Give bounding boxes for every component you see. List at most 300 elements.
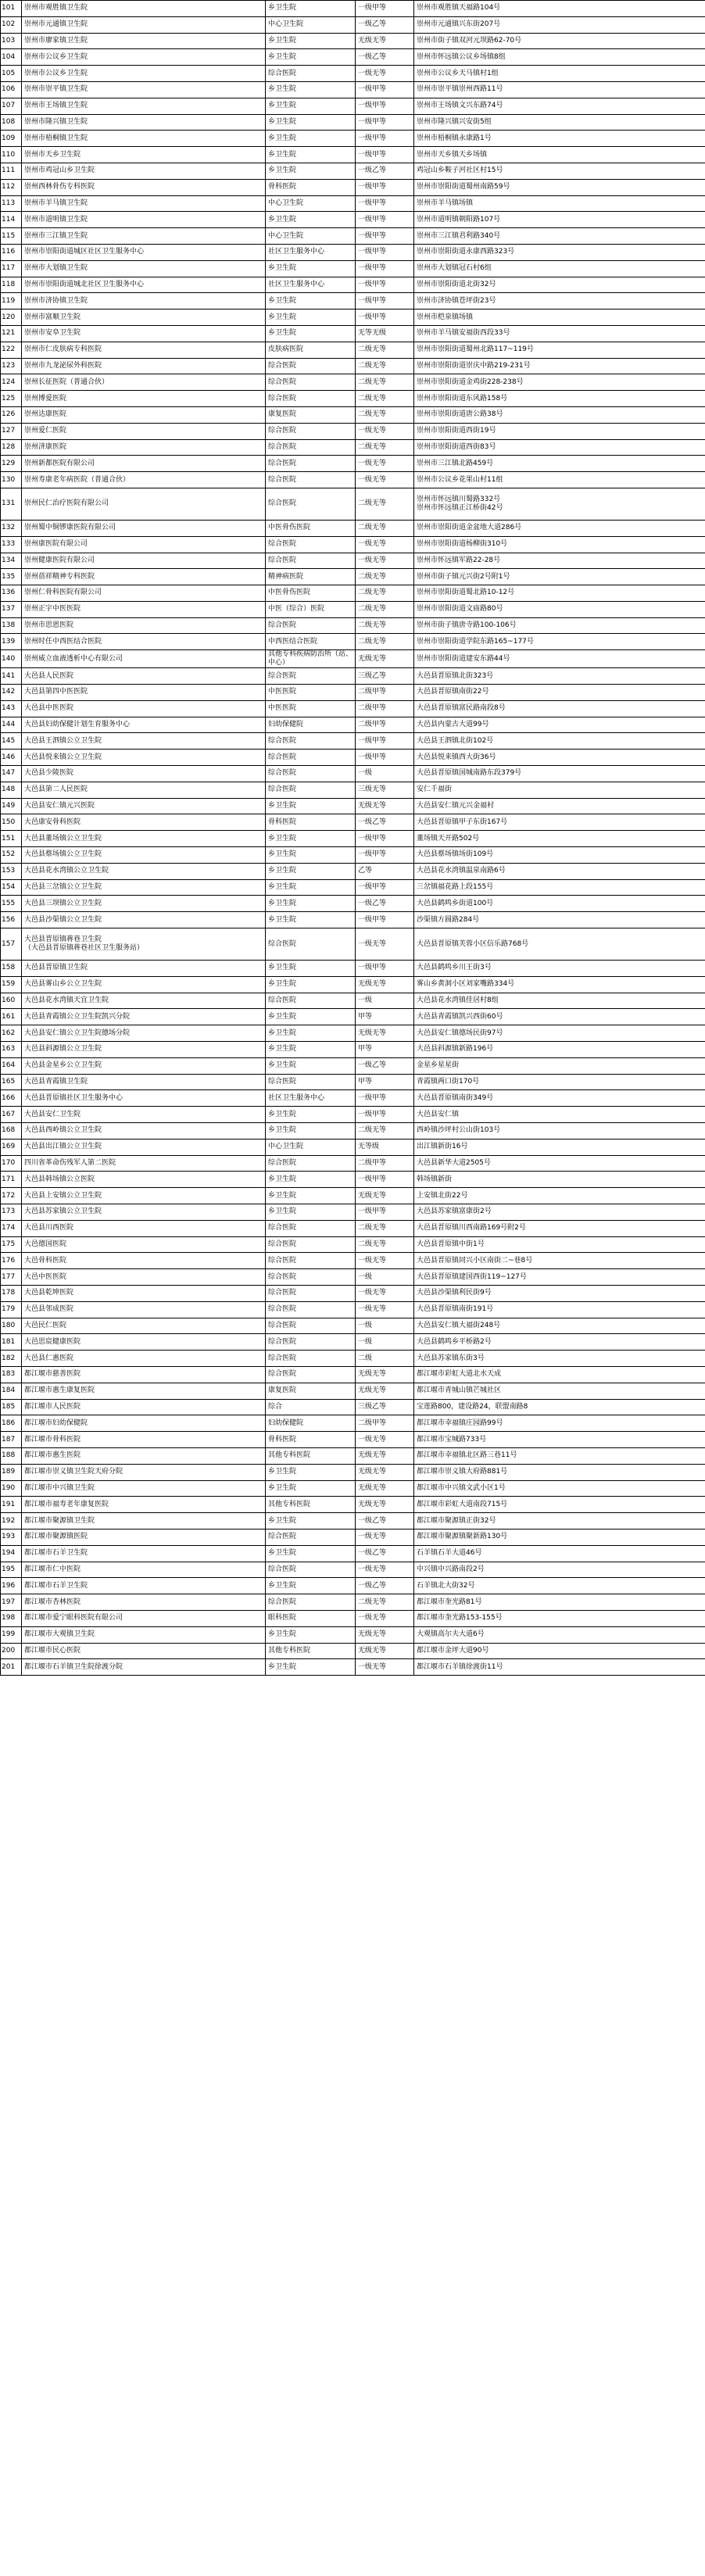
row-number-cell: 125 bbox=[1, 391, 22, 407]
hospital-type-cell: 综合医院 bbox=[266, 766, 356, 782]
hospital-address-cell: 崇州市崇阳街道东风路158号 bbox=[414, 391, 705, 407]
hospital-address-cell: 崇州市隆兴镇兴安街5组 bbox=[414, 114, 705, 131]
hospital-address-cell: 大邑县晋原镇建国西街119~127号 bbox=[414, 1269, 705, 1286]
hospital-type-cell: 乡卫生院 bbox=[266, 1172, 356, 1188]
hospital-address-cell: 大邑县安仁镇 bbox=[414, 1107, 705, 1123]
row-number-cell: 166 bbox=[1, 1090, 22, 1107]
hospital-name-cell: 大邑骨科医院 bbox=[22, 1253, 266, 1269]
hospital-grade-cell: 二级无等 bbox=[356, 1236, 414, 1253]
hospital-type-cell: 乡卫生院 bbox=[266, 1464, 356, 1480]
hospital-name-cell: 大邑康安骨科医院 bbox=[22, 814, 266, 831]
hospital-type-cell: 乡卫生院 bbox=[266, 293, 356, 309]
hospital-type-cell: 综合医院 bbox=[266, 456, 356, 472]
hospital-name-cell: 大邑县花水湾镇天宜卫生院 bbox=[22, 993, 266, 1009]
hospital-address-cell: 都江堰市彩虹大道北水天成 bbox=[414, 1366, 705, 1383]
hospital-grade-cell: 二级无等 bbox=[356, 601, 414, 617]
hospital-address-cell: 崇州市大划镇冠石村6组 bbox=[414, 260, 705, 277]
hospital-address-cell-line: 崇州市怀远镇川蜀路332号 bbox=[417, 495, 501, 503]
table-row bbox=[1, 879, 705, 896]
hospital-name-cell-line: （大邑县晋原镇蒋巷社区卫生服务站） bbox=[24, 944, 145, 953]
hospital-type-cell: 综合医院 bbox=[266, 472, 356, 488]
hospital-type-cell: 综合医院 bbox=[266, 1351, 356, 1367]
table-row bbox=[1, 617, 705, 634]
table-row bbox=[1, 1366, 705, 1383]
hospital-address-cell: 崇州市崇阳街道学院东路165~177号 bbox=[414, 634, 705, 650]
hospital-type-cell: 乡卫生院 bbox=[266, 831, 356, 847]
hospital-type-cell: 康复医院 bbox=[266, 406, 356, 423]
hospital-name-cell: 都江堰市崇义镇卫生院天府分院 bbox=[22, 1464, 266, 1480]
hospital-name-cell: 都江堰市福寿老年康复医院 bbox=[22, 1497, 266, 1513]
hospital-address-cell: 大邑县安仁镇大福街248号 bbox=[414, 1318, 705, 1334]
hospital-type-cell: 骨科医院 bbox=[266, 179, 356, 195]
hospital-grade-cell: 二级甲等 bbox=[356, 1155, 414, 1172]
hospital-name-cell: 崇州市鸡冠山乡卫生院 bbox=[22, 163, 266, 179]
row-number-cell: 157 bbox=[1, 928, 22, 961]
hospital-name-cell: 大邑县王泗镇公立卫生院 bbox=[22, 733, 266, 750]
table-row bbox=[1, 1399, 705, 1415]
hospital-address-cell: 大邑县晋原镇甲子东街167号 bbox=[414, 814, 705, 831]
hospital-name-cell: 都江堰市骨科医院 bbox=[22, 1432, 266, 1448]
table-row bbox=[1, 782, 705, 798]
hospital-grade-cell: 一级无等 bbox=[356, 1285, 414, 1301]
row-number-cell: 147 bbox=[1, 766, 22, 782]
hospital-type-cell: 综合医院 bbox=[266, 1236, 356, 1253]
hospital-type-cell: 综合医院 bbox=[266, 733, 356, 750]
hospital-address-cell: 都江堰市中兴镇文武小区1号 bbox=[414, 1480, 705, 1497]
hospital-grade-cell: 一级 bbox=[356, 993, 414, 1009]
hospital-grade-cell: 一级甲等 bbox=[356, 114, 414, 131]
table-row bbox=[1, 766, 705, 782]
table-row bbox=[1, 66, 705, 82]
hospital-type-cell: 乡卫生院 bbox=[266, 260, 356, 277]
row-number-cell: 178 bbox=[1, 1285, 22, 1301]
hospital-grade-cell: 三级乙等 bbox=[356, 668, 414, 685]
hospital-grade-cell: 一级甲等 bbox=[356, 277, 414, 293]
table-row bbox=[1, 700, 705, 717]
row-number-cell: 172 bbox=[1, 1188, 22, 1204]
hospital-type-cell: 乡卫生院 bbox=[266, 325, 356, 342]
hospital-name-cell: 大邑县少陵医院 bbox=[22, 766, 266, 782]
hospital-type-cell: 综合医院 bbox=[266, 1594, 356, 1611]
row-number-cell: 102 bbox=[1, 16, 22, 33]
row-number-cell: 104 bbox=[1, 49, 22, 66]
hospital-grade-cell: 一级乙等 bbox=[356, 1545, 414, 1562]
table-row bbox=[1, 1545, 705, 1562]
hospital-address-cell: 崇州市羊马镇场镇 bbox=[414, 195, 705, 212]
hospital-table-body bbox=[1, 1, 705, 1676]
hospital-address-cell: 崇州市三江镇北路459号 bbox=[414, 456, 705, 472]
hospital-grade-cell: 一级 bbox=[356, 766, 414, 782]
table-row bbox=[1, 750, 705, 766]
table-row bbox=[1, 863, 705, 879]
hospital-type-cell: 社区卫生服务中心 bbox=[266, 244, 356, 260]
hospital-type-cell: 乡卫生院 bbox=[266, 976, 356, 993]
hospital-type-cell: 综合医院 bbox=[266, 1529, 356, 1545]
hospital-name-cell: 崇州市富顺卫生院 bbox=[22, 309, 266, 326]
table-row bbox=[1, 1090, 705, 1107]
hospital-type-cell: 综合医院 bbox=[266, 1074, 356, 1090]
hospital-address-cell: 都江堰市金坪大道90号 bbox=[414, 1643, 705, 1659]
hospital-grade-cell: 一级甲等 bbox=[356, 961, 414, 977]
hospital-address-cell: 大邑县苏家镇东街3号 bbox=[414, 1351, 705, 1367]
hospital-name-cell: 四川省革命伤残军人第二医院 bbox=[22, 1155, 266, 1172]
hospital-address-cell: 崇州市梧桐镇永康路1号 bbox=[414, 131, 705, 147]
hospital-address-cell: 都江堰市奎光路153-155号 bbox=[414, 1610, 705, 1626]
table-row bbox=[1, 1025, 705, 1042]
hospital-name-cell: 大邑县金星乡公立卫生院 bbox=[22, 1057, 266, 1074]
table-row bbox=[1, 1188, 705, 1204]
row-number-cell: 129 bbox=[1, 456, 22, 472]
hospital-name-cell: 都江堰市石羊卫生院 bbox=[22, 1578, 266, 1594]
table-row bbox=[1, 1220, 705, 1236]
hospital-name-cell: 崇州威立血液透析中心有限公司 bbox=[22, 650, 266, 668]
hospital-address-cell: 中兴镇中兴路南段2号 bbox=[414, 1562, 705, 1578]
hospital-type-cell: 乡卫生院 bbox=[266, 1025, 356, 1042]
table-row bbox=[1, 1253, 705, 1269]
hospital-type-cell: 乡卫生院 bbox=[266, 1513, 356, 1530]
hospital-grade-cell: 一级甲等 bbox=[356, 309, 414, 326]
hospital-type-cell: 乡卫生院 bbox=[266, 912, 356, 928]
hospital-grade-cell: 一级甲等 bbox=[356, 195, 414, 212]
row-number-cell: 108 bbox=[1, 114, 22, 131]
row-number-cell: 149 bbox=[1, 798, 22, 814]
hospital-name-cell: 都江堰市杏林医院 bbox=[22, 1594, 266, 1611]
table-row bbox=[1, 1285, 705, 1301]
hospital-grade-cell: 二级无等 bbox=[356, 439, 414, 456]
hospital-type-cell: 乡卫生院 bbox=[266, 1057, 356, 1074]
hospital-address-cell: 鸡冠山乡鞍子河社区村15号 bbox=[414, 163, 705, 179]
hospital-grade-cell: 一级甲等 bbox=[356, 81, 414, 98]
hospital-grade-cell: 一级甲等 bbox=[356, 912, 414, 928]
hospital-name-cell: 大邑县青霞镇卫生院 bbox=[22, 1074, 266, 1090]
hospital-name-cell: 崇州市济协镇卫生院 bbox=[22, 293, 266, 309]
hospital-grade-cell: 二级无等 bbox=[356, 342, 414, 358]
hospital-address-cell: 都江堰市石羊镇徐渡街11号 bbox=[414, 1659, 705, 1676]
table-row bbox=[1, 928, 705, 961]
row-number-cell: 148 bbox=[1, 782, 22, 798]
table-row bbox=[1, 423, 705, 439]
hospital-grade-cell: 一级乙等 bbox=[356, 1578, 414, 1594]
hospital-type-cell: 综合医院 bbox=[266, 423, 356, 439]
hospital-grade-cell: 二级无等 bbox=[356, 1123, 414, 1140]
hospital-name-cell: 崇州蜀中铜锣康医院有限公司 bbox=[22, 520, 266, 536]
hospital-type-cell: 综合医院 bbox=[266, 1220, 356, 1236]
table-row bbox=[1, 569, 705, 585]
row-number-cell: 170 bbox=[1, 1155, 22, 1172]
hospital-address-cell: 都江堰市彩虹大道南段715号 bbox=[414, 1497, 705, 1513]
row-number-cell: 168 bbox=[1, 1123, 22, 1140]
hospital-address-cell: 崇州市街子镇唐寺路100-106号 bbox=[414, 617, 705, 634]
hospital-type-cell: 眼科医院 bbox=[266, 1610, 356, 1626]
hospital-type-cell: 乡卫生院 bbox=[266, 163, 356, 179]
hospital-address-cell: 崇州市桤泉镇场镇 bbox=[414, 309, 705, 326]
hospital-type-cell: 中西医结合医院 bbox=[266, 634, 356, 650]
hospital-grade-cell: 一级乙等 bbox=[356, 16, 414, 33]
hospital-type-cell: 乡卫生院 bbox=[266, 309, 356, 326]
hospital-grade-cell: 二级无等 bbox=[356, 617, 414, 634]
hospital-grade-cell: 甲等 bbox=[356, 1074, 414, 1090]
hospital-type-cell: 中心卫生院 bbox=[266, 1139, 356, 1155]
hospital-name-cell: 崇州市大划镇卫生院 bbox=[22, 260, 266, 277]
row-number-cell: 140 bbox=[1, 650, 22, 668]
row-number-cell: 179 bbox=[1, 1301, 22, 1318]
table-row bbox=[1, 896, 705, 912]
hospital-address-cell: 大邑县安仁镇德场民街97号 bbox=[414, 1025, 705, 1042]
hospital-address-cell: 崇州市崇阳街道唐公路38号 bbox=[414, 406, 705, 423]
hospital-name-cell: 大邑中医医院 bbox=[22, 1269, 266, 1286]
hospital-name-cell: 大邑县晋原镇社区卫生服务中心 bbox=[22, 1090, 266, 1107]
hospital-type-cell: 其他专科医院 bbox=[266, 1643, 356, 1659]
hospital-address-cell: 崇州市崇阳街道北街32号 bbox=[414, 277, 705, 293]
hospital-grade-cell: 一级无等 bbox=[356, 1301, 414, 1318]
hospital-name-cell: 崇州市梧桐镇卫生院 bbox=[22, 131, 266, 147]
hospital-type-cell: 妇幼保健院 bbox=[266, 717, 356, 733]
row-number-cell: 112 bbox=[1, 179, 22, 195]
hospital-type-cell: 乡卫生院 bbox=[266, 114, 356, 131]
hospital-type-cell: 乡卫生院 bbox=[266, 961, 356, 977]
table-row bbox=[1, 1415, 705, 1432]
hospital-address-cell: 崇州市道明镇朝阳路107号 bbox=[414, 212, 705, 228]
hospital-grade-cell: 一级甲等 bbox=[356, 1204, 414, 1220]
hospital-type-cell: 乡卫生院 bbox=[266, 1188, 356, 1204]
hospital-address-cell: 崇州市怀远镇公议乡场镇8组 bbox=[414, 49, 705, 66]
table-row bbox=[1, 798, 705, 814]
hospital-grade-cell: 二级甲等 bbox=[356, 685, 414, 701]
hospital-grade-cell: 一级甲等 bbox=[356, 228, 414, 245]
row-number-cell: 142 bbox=[1, 685, 22, 701]
hospital-address-cell-line: 崇州市怀远镇正江桥街42号 bbox=[417, 503, 503, 512]
hospital-name-cell: 都江堰市石羊镇卫生院徐渡分院 bbox=[22, 1659, 266, 1676]
hospital-name-cell: 大邑县邻成医院 bbox=[22, 1301, 266, 1318]
row-number-cell: 189 bbox=[1, 1464, 22, 1480]
hospital-type-cell: 综合医院 bbox=[266, 488, 356, 520]
hospital-address-cell: 崇州市崇阳街道西街19号 bbox=[414, 423, 705, 439]
table-row bbox=[1, 1464, 705, 1480]
hospital-type-cell: 乡卫生院 bbox=[266, 847, 356, 864]
hospital-address-cell: 大邑县斜源镇新路196号 bbox=[414, 1042, 705, 1058]
hospital-grade-cell: 无级无等 bbox=[356, 798, 414, 814]
hospital-address-cell: 大邑县晋原镇同兴小区南街二~巷8号 bbox=[414, 1253, 705, 1269]
hospital-grade-cell: 一级无等 bbox=[356, 928, 414, 961]
row-number-cell: 167 bbox=[1, 1107, 22, 1123]
hospital-type-cell: 综合医院 bbox=[266, 66, 356, 82]
row-number-cell: 130 bbox=[1, 472, 22, 488]
hospital-address-cell: 大邑县晋原镇富民路南段8号 bbox=[414, 700, 705, 717]
hospital-grade-cell: 一级无等 bbox=[356, 66, 414, 82]
row-number-cell: 151 bbox=[1, 831, 22, 847]
table-row bbox=[1, 717, 705, 733]
hospital-grade-cell: 一级无等 bbox=[356, 423, 414, 439]
hospital-type-cell: 乡卫生院 bbox=[266, 863, 356, 879]
row-number-cell: 126 bbox=[1, 406, 22, 423]
table-row bbox=[1, 49, 705, 66]
hospital-name-cell: 大邑德国医院 bbox=[22, 1236, 266, 1253]
hospital-type-cell: 其他专科医院 bbox=[266, 1447, 356, 1464]
hospital-grade-cell: 一级甲等 bbox=[356, 212, 414, 228]
hospital-address-cell: 崇州市观胜镇天福路104号 bbox=[414, 1, 705, 17]
hospital-grade-cell: 一级甲等 bbox=[356, 847, 414, 864]
hospital-grade-cell: 三级乙等 bbox=[356, 1399, 414, 1415]
table-row bbox=[1, 472, 705, 488]
row-number-cell: 137 bbox=[1, 601, 22, 617]
hospital-address-cell: 宝莲路800，建设路24，联盟南路8 bbox=[414, 1399, 705, 1415]
hospital-address-cell: 大邑县新华大道2505号 bbox=[414, 1155, 705, 1172]
table-row bbox=[1, 961, 705, 977]
table-row bbox=[1, 1301, 705, 1318]
hospital-grade-cell: 一级无等 bbox=[356, 1562, 414, 1578]
row-number-cell: 199 bbox=[1, 1626, 22, 1643]
table-row bbox=[1, 33, 705, 49]
hospital-address-cell: 大邑县蔡场镇场街109号 bbox=[414, 847, 705, 864]
hospital-grade-cell: 一级乙等 bbox=[356, 163, 414, 179]
hospital-name-cell: 都江堰市中兴镇卫生院 bbox=[22, 1480, 266, 1497]
hospital-address-cell: 崇州市三江镇君利路340号 bbox=[414, 228, 705, 245]
hospital-grade-cell: 无级无等 bbox=[356, 1447, 414, 1464]
hospital-name-cell: 大邑县安仁卫生院 bbox=[22, 1107, 266, 1123]
hospital-type-cell: 综合医院 bbox=[266, 1301, 356, 1318]
table-row bbox=[1, 976, 705, 993]
hospital-address-cell: 崇州市崇阳街道金盆地大道286号 bbox=[414, 520, 705, 536]
hospital-type-cell: 综合医院 bbox=[266, 1253, 356, 1269]
hospital-grade-cell: 一级无等 bbox=[356, 1659, 414, 1676]
hospital-type-cell: 中心卫生院 bbox=[266, 195, 356, 212]
table-row bbox=[1, 260, 705, 277]
table-row bbox=[1, 520, 705, 536]
table-row bbox=[1, 553, 705, 569]
row-number-cell: 134 bbox=[1, 553, 22, 569]
hospital-address-cell: 都江堰市聚源镇正街32号 bbox=[414, 1513, 705, 1530]
hospital-name-cell: 大邑县晋原镇卫生院 bbox=[22, 961, 266, 977]
hospital-name-cell: 崇州西林骨伤专科医院 bbox=[22, 179, 266, 195]
table-row bbox=[1, 847, 705, 864]
table-row bbox=[1, 1594, 705, 1611]
hospital-name-cell: 崇州市仁皮肤病专科医院 bbox=[22, 342, 266, 358]
hospital-address-cell: 都江堰市青城山镇芒城社区 bbox=[414, 1383, 705, 1399]
hospital-name-cell: 大邑县第四中医医院 bbox=[22, 685, 266, 701]
hospital-name-cell: 大邑县安仁镇公立卫生院德场分院 bbox=[22, 1025, 266, 1042]
hospital-grade-cell: 无级无等 bbox=[356, 1480, 414, 1497]
hospital-name-cell: 崇州康医院有限公司 bbox=[22, 536, 266, 553]
row-number-cell: 156 bbox=[1, 912, 22, 928]
hospital-type-cell: 乡卫生院 bbox=[266, 1545, 356, 1562]
hospital-grade-cell: 无级无等 bbox=[356, 1643, 414, 1659]
hospital-address-cell: 大邑县苏家镇富康街2号 bbox=[414, 1204, 705, 1220]
hospital-grade-cell: 无等级 bbox=[356, 1139, 414, 1155]
hospital-name-cell: 崇州市崇阳街道城北社区卫生服务中心 bbox=[22, 277, 266, 293]
hospital-name-cell: 都江堰市聚源镇医院 bbox=[22, 1529, 266, 1545]
table-row bbox=[1, 1057, 705, 1074]
hospital-grade-cell: 一级甲等 bbox=[356, 98, 414, 114]
table-row bbox=[1, 1383, 705, 1399]
hospital-name-cell: 大邑县第二人民医院 bbox=[22, 782, 266, 798]
hospital-type-cell: 综合医院 bbox=[266, 536, 356, 553]
hospital-grade-cell: 一级乙等 bbox=[356, 814, 414, 831]
hospital-name-cell: 崇州民仁治疗医院有限公司 bbox=[22, 488, 266, 520]
hospital-address-cell: 都江堰市聚源镇聚新路130号 bbox=[414, 1529, 705, 1545]
hospital-grade-cell: 一级甲等 bbox=[356, 1090, 414, 1107]
hospital-grade-cell: 一级无等 bbox=[356, 553, 414, 569]
row-number-cell: 155 bbox=[1, 896, 22, 912]
hospital-address-cell: 大邑县王泗镇北街102号 bbox=[414, 733, 705, 750]
row-number-cell: 169 bbox=[1, 1139, 22, 1155]
table-row bbox=[1, 1, 705, 17]
table-row bbox=[1, 1269, 705, 1286]
hospital-name-cell: 崇州博爱医院 bbox=[22, 391, 266, 407]
hospital-name-cell: 崇州市三江镇卫生院 bbox=[22, 228, 266, 245]
table-row bbox=[1, 1334, 705, 1351]
hospital-address-cell: 都江堰市幸福镇庄园路99号 bbox=[414, 1415, 705, 1432]
hospital-type-cell: 综合医院 bbox=[266, 1155, 356, 1172]
row-number-cell: 197 bbox=[1, 1594, 22, 1611]
hospital-type-cell: 乡卫生院 bbox=[266, 1204, 356, 1220]
hospital-type-cell: 其他专科医院 bbox=[266, 1497, 356, 1513]
hospital-grade-cell: 无级无等 bbox=[356, 33, 414, 49]
hospital-name-cell: 大邑县悦来镇公立卫生院 bbox=[22, 750, 266, 766]
row-number-cell: 171 bbox=[1, 1172, 22, 1188]
hospital-name-cell: 崇州蓓祥精神专科医院 bbox=[22, 569, 266, 585]
hospital-grade-cell: 一级甲等 bbox=[356, 879, 414, 896]
hospital-type-cell: 乡卫生院 bbox=[266, 49, 356, 66]
hospital-name-cell: 大邑县沙渠镇公立卫生院 bbox=[22, 912, 266, 928]
hospital-grade-cell: 无级无等 bbox=[356, 1464, 414, 1480]
table-row bbox=[1, 1172, 705, 1188]
hospital-type-cell: 乡卫生院 bbox=[266, 212, 356, 228]
row-number-cell: 161 bbox=[1, 1009, 22, 1025]
table-row bbox=[1, 1074, 705, 1090]
row-number-cell: 184 bbox=[1, 1383, 22, 1399]
hospital-address-cell: 崇州市崇阳街道建安东路44号 bbox=[414, 650, 705, 668]
hospital-type-cell: 综合医院 bbox=[266, 1269, 356, 1286]
hospital-type-cell: 综合医院 bbox=[266, 439, 356, 456]
hospital-address-cell: 大邑县鹤鸣乡街道100号 bbox=[414, 896, 705, 912]
hospital-name-cell: 崇州市羊马镇卫生院 bbox=[22, 195, 266, 212]
hospital-type-cell: 乡卫生院 bbox=[266, 1042, 356, 1058]
hospital-grade-cell: 二级无等 bbox=[356, 1220, 414, 1236]
hospital-grade-cell: 一级甲等 bbox=[356, 1, 414, 17]
table-row bbox=[1, 195, 705, 212]
table-row bbox=[1, 16, 705, 33]
hospital-name-cell: 崇州仁骨科医院有限公司 bbox=[22, 585, 266, 602]
hospital-name-cell: 大邑县川西医院 bbox=[22, 1220, 266, 1236]
hospital-address-cell: 崇州市崇阳街道崇庆中路219-231号 bbox=[414, 358, 705, 374]
table-row bbox=[1, 98, 705, 114]
row-number-cell: 121 bbox=[1, 325, 22, 342]
hospital-address-cell: 大邑县晋原镇芙蓉小区信乐路768号 bbox=[414, 928, 705, 961]
hospital-type-cell: 乡卫生院 bbox=[266, 81, 356, 98]
hospital-type-cell: 其他专科疾病防治所（站、中心） bbox=[266, 650, 356, 668]
row-number-cell: 131 bbox=[1, 488, 22, 520]
hospital-name-cell: 大邑县雾山乡公立卫生院 bbox=[22, 976, 266, 993]
table-row bbox=[1, 1009, 705, 1025]
row-number-cell: 194 bbox=[1, 1545, 22, 1562]
hospital-name-cell: 都江堰市爱宁眼科医院有限公司 bbox=[22, 1610, 266, 1626]
hospital-name-cell: 大邑县妇幼保健计划生育服务中心 bbox=[22, 717, 266, 733]
hospital-grade-cell: 一级无等 bbox=[356, 1432, 414, 1448]
hospital-type-cell: 皮肤病医院 bbox=[266, 342, 356, 358]
hospital-name-cell: 都江堰市民心医院 bbox=[22, 1643, 266, 1659]
row-number-cell: 186 bbox=[1, 1415, 22, 1432]
hospital-name-cell-line: 大邑县晋原镇蒋巷卫生院 bbox=[24, 936, 102, 944]
hospital-name-cell: 都江堰市人民医院 bbox=[22, 1399, 266, 1415]
table-row bbox=[1, 601, 705, 617]
hospital-type-cell: 中医骨伤医院 bbox=[266, 585, 356, 602]
hospital-grade-cell: 无级无等 bbox=[356, 1188, 414, 1204]
row-number-cell: 175 bbox=[1, 1236, 22, 1253]
table-row bbox=[1, 342, 705, 358]
hospital-grade-cell: 一级 bbox=[356, 1269, 414, 1286]
hospital-grade-cell: 二级无等 bbox=[356, 569, 414, 585]
table-row bbox=[1, 358, 705, 374]
